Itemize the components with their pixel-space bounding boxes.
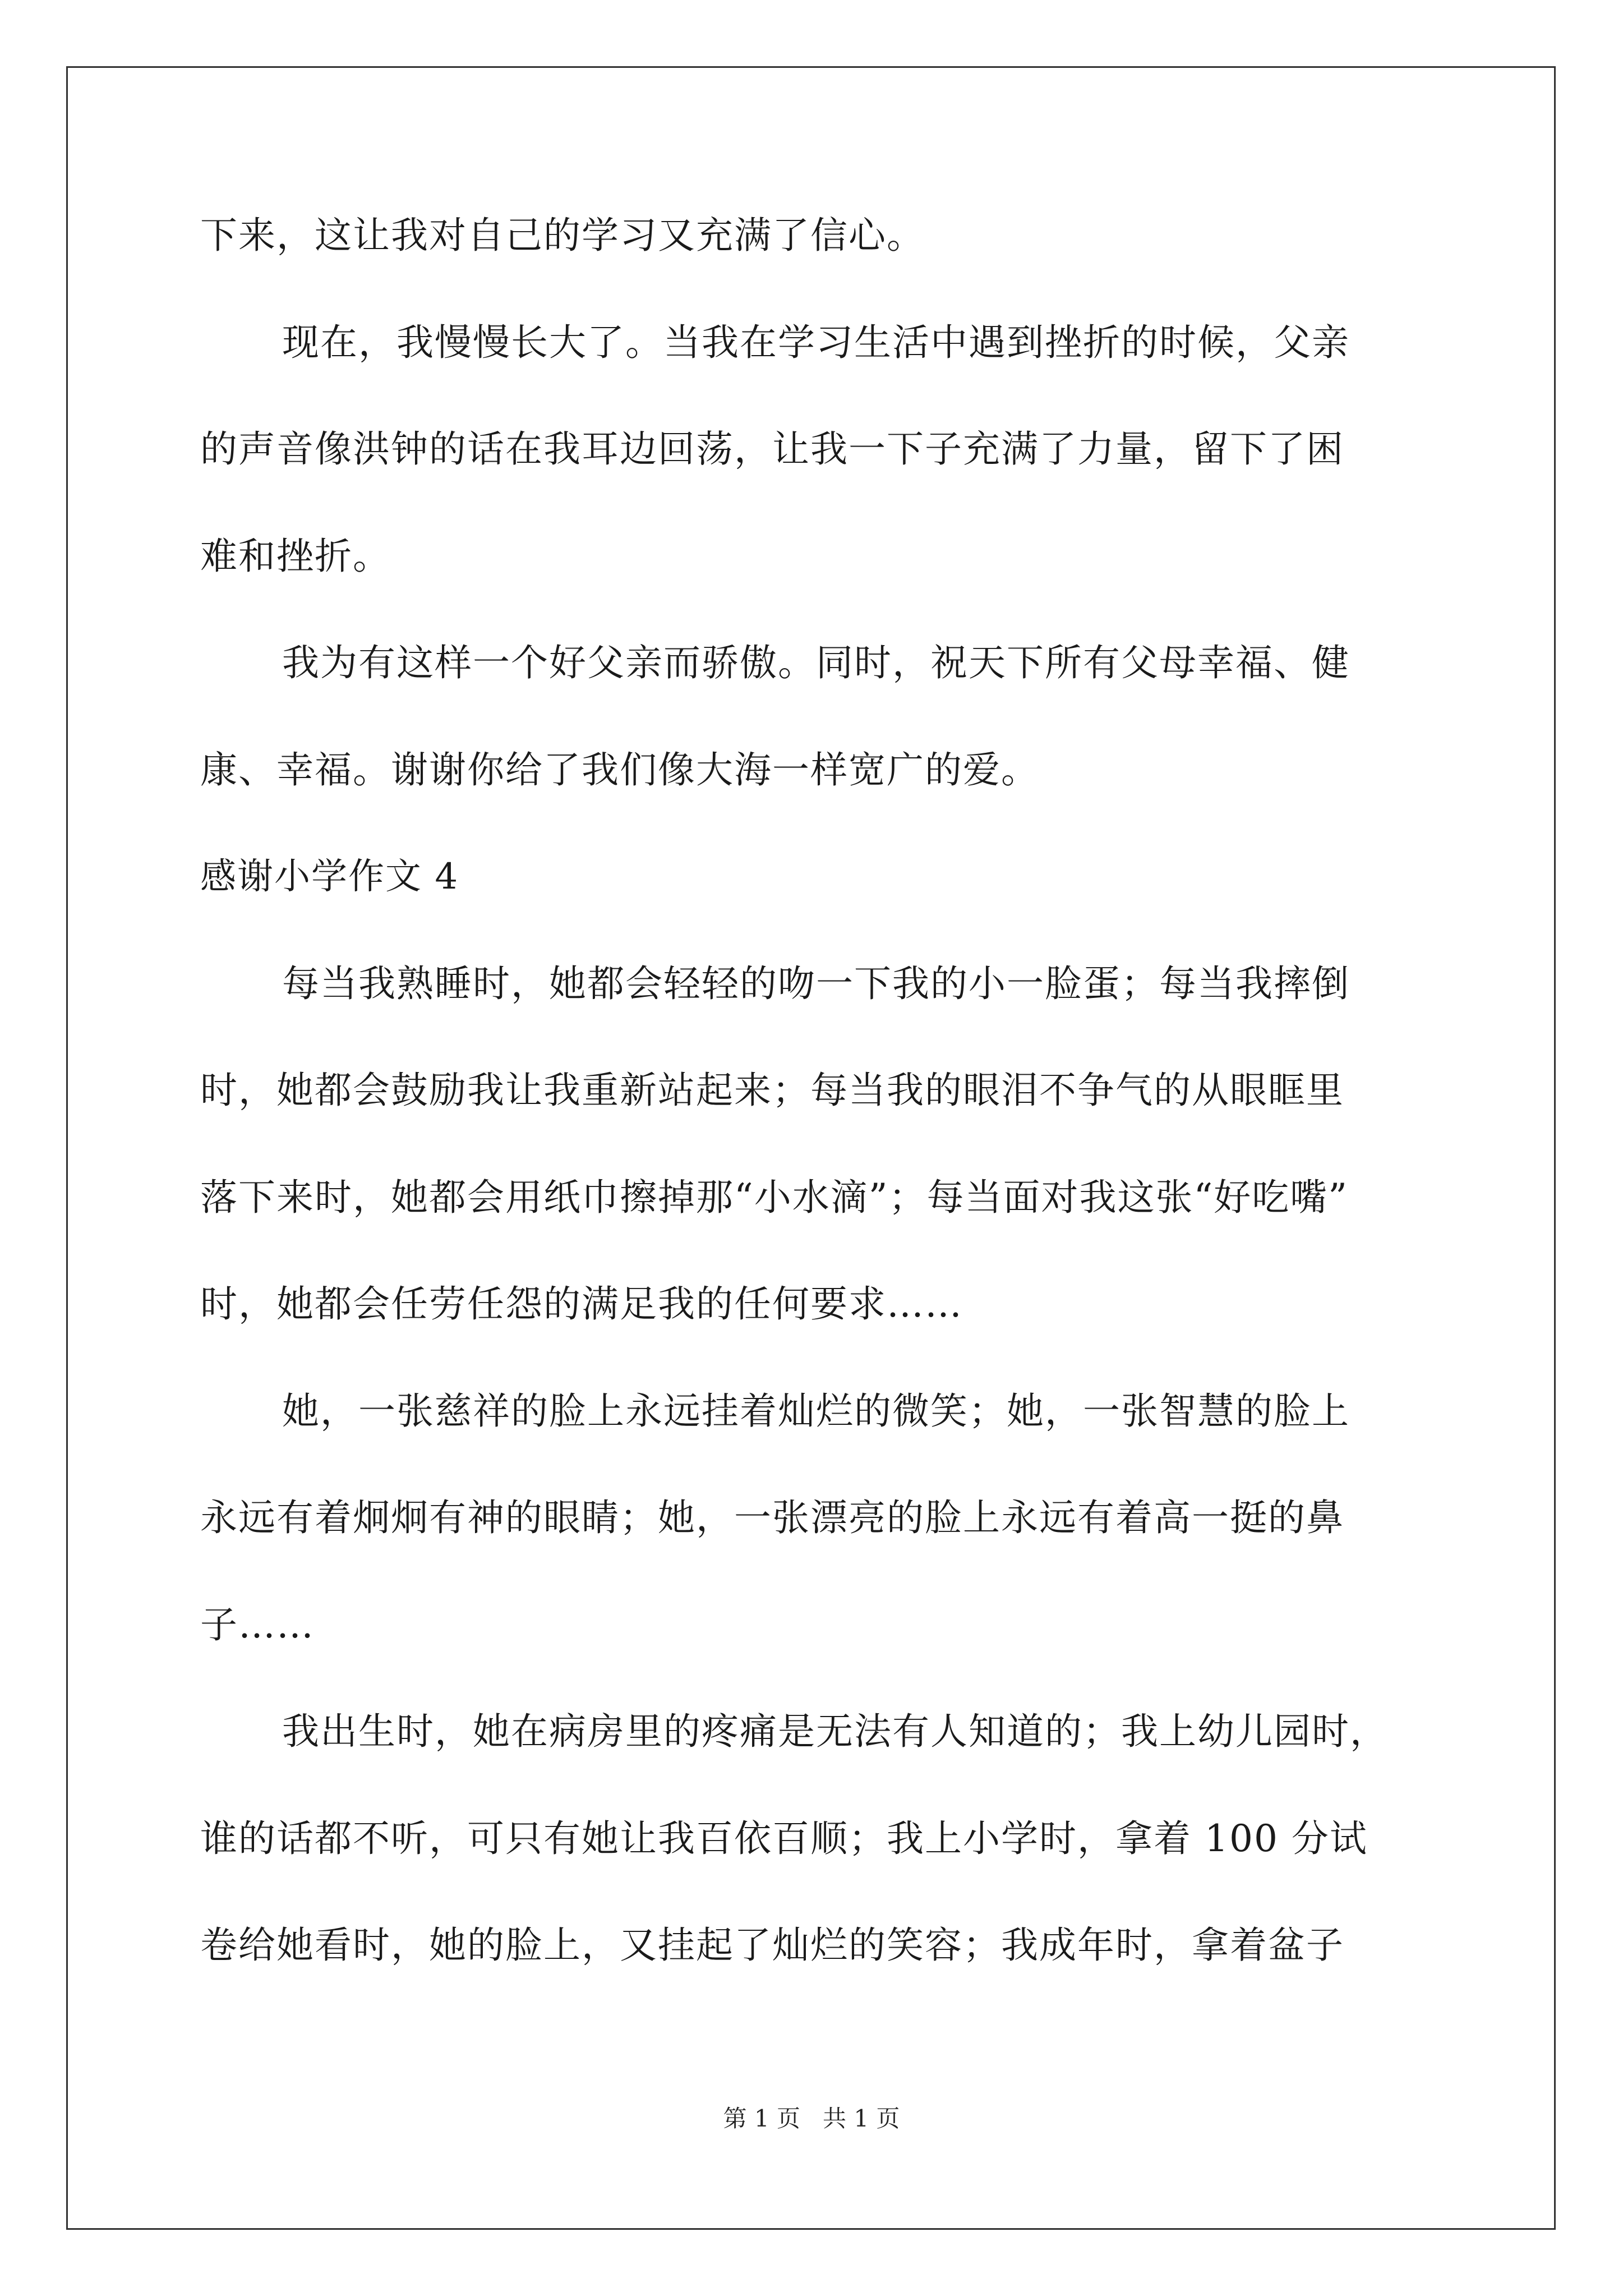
text-line: 每当我熟睡时，她都会轻轻的吻一下我的小一脸蛋；每当我摔倒 <box>282 962 1350 1005</box>
text-line: 谁的话都不听，可只有她让我百依百顺；我上小学时，拿着 100 分试 <box>200 1817 1368 1860</box>
text-line: 落下来时，她都会用纸巾擦掉那“小水滴”；每当面对我这张“好吃嘴” <box>200 1176 1348 1219</box>
text-line: 下来，这让我对自己的学习又充满了信心。 <box>200 214 925 257</box>
page-border <box>66 66 1556 2230</box>
page-footer <box>0 2105 1623 2133</box>
page-number-total: 共 1 页 <box>823 2105 900 2132</box>
section-heading: 感谢小学作文 4 <box>200 856 459 898</box>
text-line: 时，她都会任劳任怨的满足我的任何要求…… <box>200 1282 963 1326</box>
text-line: 卷给她看时，她的脸上，又挂起了灿烂的笑容；我成年时，拿着盆子 <box>200 1924 1344 1967</box>
page-number-current: 第 1 页 <box>723 2105 800 2132</box>
text-line: 现在，我慢慢长大了。当我在学习生活中遇到挫折的时候，父亲 <box>282 321 1350 364</box>
text-line: 我为有这样一个好父亲而骄傲。同时，祝天下所有父母幸福、健 <box>282 641 1350 684</box>
text-line: 永远有着炯炯有神的眼睛；她，一张漂亮的脸上永远有着高一挺的鼻 <box>200 1496 1344 1539</box>
text-line: 难和挫折。 <box>200 535 391 578</box>
text-line: 我出生时，她在病房里的疼痛是无法有人知道的；我上幼儿园时， <box>282 1710 1388 1753</box>
text-line: 康、幸福。谢谢你给了我们像大海一样宽广的爱。 <box>200 748 1039 792</box>
text-line: 的声音像洪钟的话在我耳边回荡，让我一下子充满了力量，留下了困 <box>200 427 1344 471</box>
text-line: 她，一张慈祥的脸上永远挂着灿烂的微笑；她，一张智慧的脸上 <box>282 1389 1350 1433</box>
text-line: 时，她都会鼓励我让我重新站起来；每当我的眼泪不争气的从眼眶里 <box>200 1069 1344 1112</box>
text-line: 子…… <box>200 1603 315 1646</box>
